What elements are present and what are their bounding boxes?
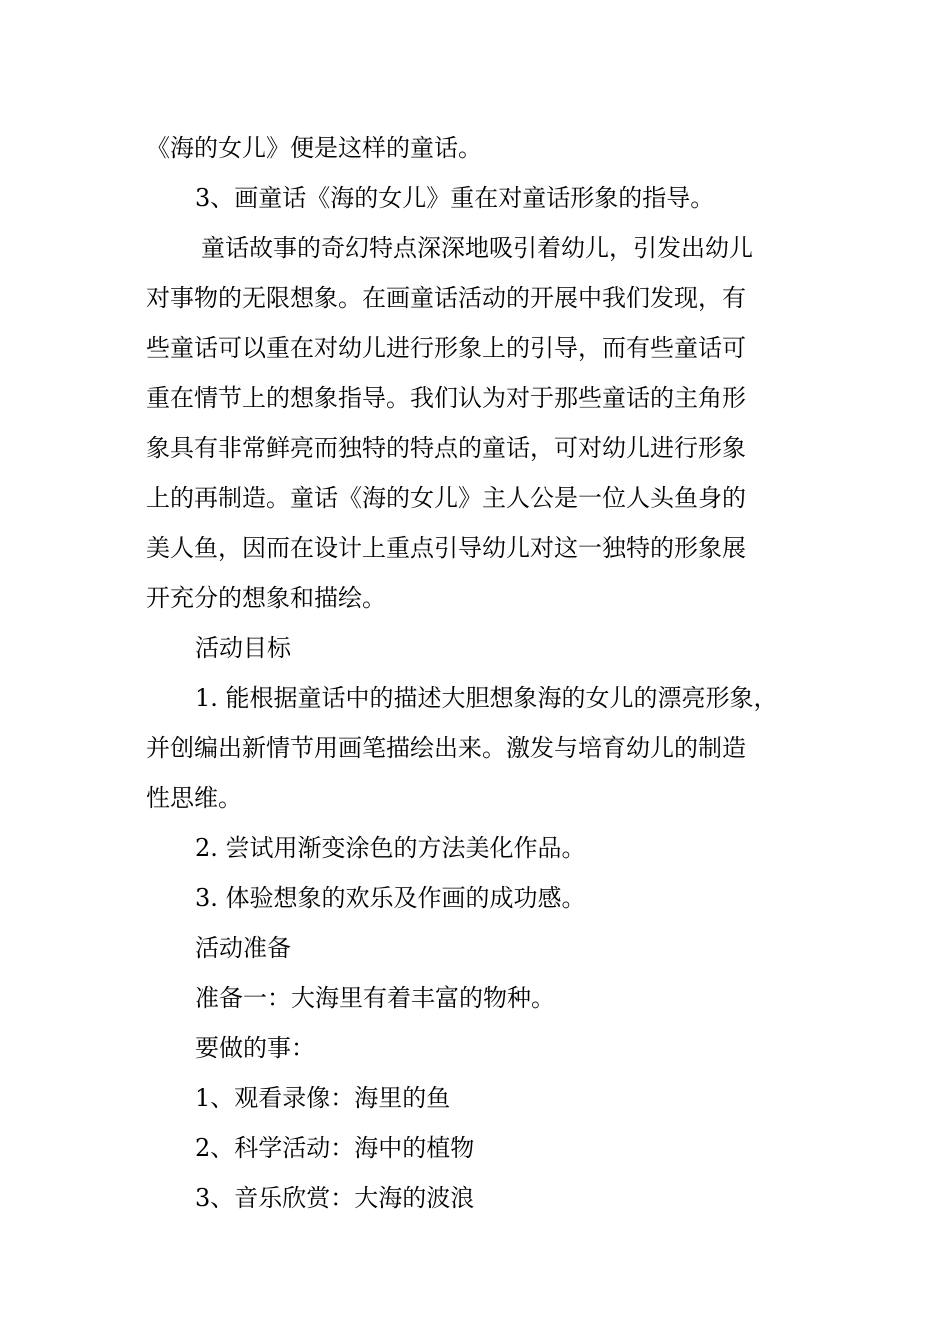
text-line: 些童话可以重在对幼儿进行形象上的引导，而有些童话可: [146, 334, 746, 362]
text-line: 美人鱼，因而在设计上重点引导幼儿对这一独特的形象展: [146, 534, 746, 562]
todo-item-1: 1、观看录像：海里的鱼: [195, 1084, 451, 1112]
text-line: 象具有非常鲜亮而独特的特点的童话，可对幼儿进行形象: [146, 434, 746, 462]
todo-item-3: 3、音乐欣赏：大海的波浪: [195, 1184, 475, 1212]
goal-item-2: 2. 尝试用渐变涂色的方法美化作品。: [195, 834, 586, 862]
text-line: 上的再制造。童话《海的女儿》主人公是一位人头鱼身的: [146, 484, 746, 512]
goal-item-3: 3. 体验想象的欢乐及作画的成功感。: [195, 884, 586, 912]
text-line: 开充分的想象和描绘。: [146, 584, 386, 612]
paragraph-first-line: 童话故事的奇幻特点深深地吸引着幼儿，引发出幼儿: [201, 234, 753, 262]
text-line: 3、画童话《海的女儿》重在对童话形象的指导。: [195, 184, 715, 212]
text-line: 并创编出新情节用画笔描绘出来。激发与培育幼儿的制造: [146, 734, 746, 762]
text-line: 重在情节上的想象指导。我们认为对于那些童话的主角形: [146, 384, 746, 412]
todo-heading: 要做的事：: [195, 1034, 315, 1062]
todo-item-2: 2、科学活动：海中的植物: [195, 1134, 475, 1162]
section-heading-preparation: 活动准备: [195, 934, 291, 962]
text-line: 对事物的无限想象。在画童话活动的开展中我们发现，有: [146, 284, 746, 312]
preparation-one: 准备一：大海里有着丰富的物种。: [195, 984, 555, 1012]
text-line: 性思维。: [146, 784, 242, 812]
goal-item-1: 1. 能根据童话中的描述大胆想象海的女儿的漂亮形象，: [195, 684, 778, 712]
text-line: 《海的女儿》便是这样的童话。: [146, 134, 482, 162]
section-heading-goals: 活动目标: [195, 634, 291, 662]
